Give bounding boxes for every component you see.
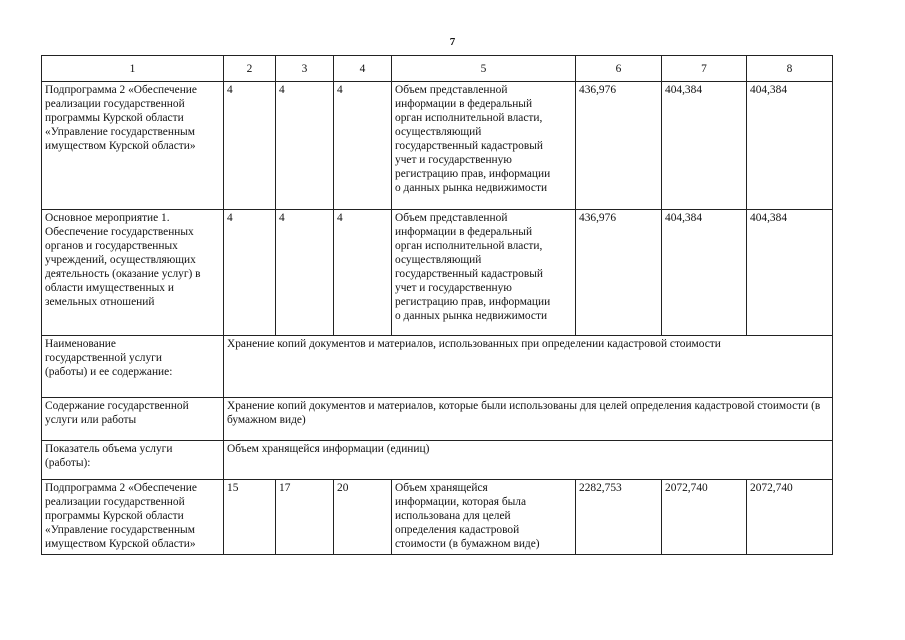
- volume-indicator-row: [42, 441, 833, 480]
- header-col-3: 3: [276, 56, 334, 82]
- cell-col-6: 436,976: [576, 82, 662, 210]
- volume-indicator-value: Объем хранящейся информации (единиц): [224, 441, 833, 480]
- header-col-6: 6: [576, 56, 662, 82]
- cell-col-2: 4: [224, 210, 276, 336]
- cell-description: Объем хранящейся информации, которая была использована для целей определения кадастровой стоимости (в бумажном виде): [392, 480, 576, 555]
- header-col-5: 5: [392, 56, 576, 82]
- row-label: Подпрограмма 2 «Обеспечение реализации государственной программы Курской области «Управление государственным имуществом Курской области»: [42, 82, 224, 210]
- cell-col-3: 17: [276, 480, 334, 555]
- cell-col-6: 436,976: [576, 210, 662, 336]
- cell-col-2: 4: [224, 82, 276, 210]
- budget-table: [41, 55, 833, 555]
- header-col-7: 7: [662, 56, 747, 82]
- table-row: [42, 82, 833, 210]
- page-number: 7: [449, 36, 456, 48]
- cell-col-4: 20: [334, 480, 392, 555]
- service-name-row: [42, 336, 833, 398]
- table-row: [42, 210, 833, 336]
- cell-description: Объем представленной информации в федеральный орган исполнительной власти, осуществляющий государственный кадастровый учет и государственную регистрацию прав, информации о данных рынка недвижимости: [392, 82, 576, 210]
- cell-col-4: 4: [334, 82, 392, 210]
- cell-col-8: 404,384: [747, 210, 833, 336]
- cell-col-7: 2072,740: [662, 480, 747, 555]
- volume-indicator-label: Показатель объема услуги (работы):: [42, 441, 224, 480]
- cell-col-7: 404,384: [662, 210, 747, 336]
- header-col-2: 2: [224, 56, 276, 82]
- cell-col-8: 2072,740: [747, 480, 833, 555]
- cell-col-2: 15: [224, 480, 276, 555]
- cell-col-8: 404,384: [747, 82, 833, 210]
- service-name-value: Хранение копий документов и материалов, использованных при определении кадастровой стоимости: [224, 336, 833, 398]
- header-col-8: 8: [747, 56, 833, 82]
- cell-col-3: 4: [276, 210, 334, 336]
- row-label: Основное мероприятие 1. Обеспечение государственных органов и государственных учреждений, осуществляющих деятельность (оказание услуг) в области имущественных и земельных отношений: [42, 210, 224, 336]
- table-row: [42, 480, 833, 555]
- cell-col-7: 404,384: [662, 82, 747, 210]
- cell-col-6: 2282,753: [576, 480, 662, 555]
- row-label: Подпрограмма 2 «Обеспечение реализации государственной программы Курской области «Управление государственным имуществом Курской области»: [42, 480, 224, 555]
- service-content-value: Хранение копий документов и материалов, которые были использованы для целей определения кадастровой стоимости (в бумажном виде): [224, 398, 833, 441]
- service-content-label: Содержание государственной услуги или работы: [42, 398, 224, 441]
- service-name-label: Наименование государственной услуги (работы) и ее содержание:: [42, 336, 224, 398]
- cell-col-4: 4: [334, 210, 392, 336]
- service-content-row: [42, 398, 833, 441]
- header-col-1: 1: [42, 56, 224, 82]
- header-row: [42, 56, 833, 82]
- cell-description: Объем представленной информации в федеральный орган исполнительной власти, осуществляющий государственный кадастровый учет и государственную регистрацию прав, информации о данных рынка недвижимости: [392, 210, 576, 336]
- header-col-4: 4: [334, 56, 392, 82]
- cell-col-3: 4: [276, 82, 334, 210]
